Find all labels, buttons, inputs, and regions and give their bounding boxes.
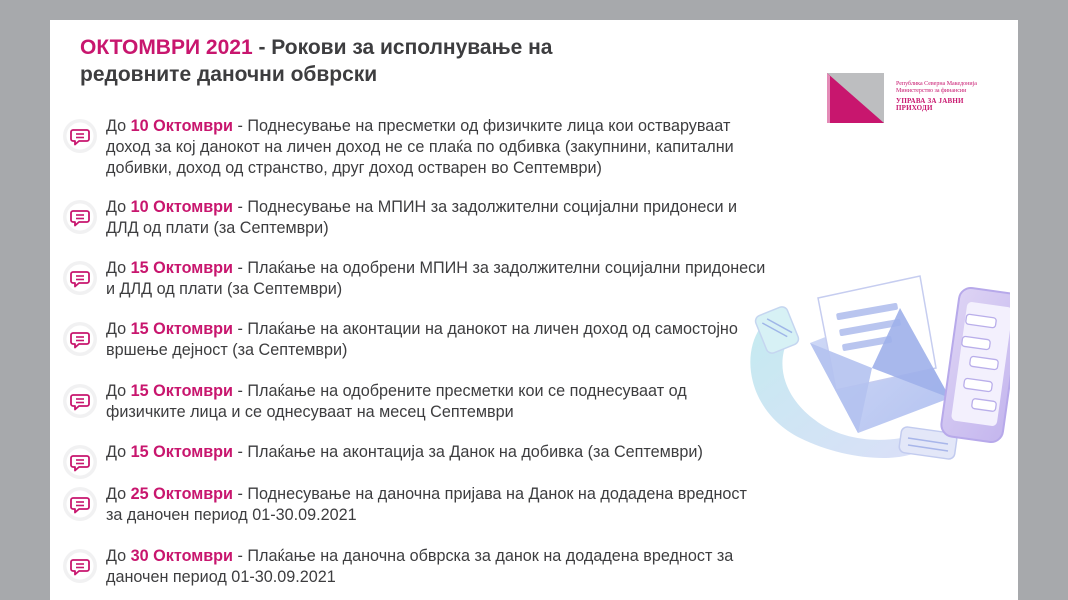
item-description: - Плаќање на даночна обврска за данок на додадена вредност за даночен период 01-30.09.2021 <box>106 547 734 586</box>
item-prefix: До <box>106 198 131 216</box>
logo-text <box>896 81 996 112</box>
logo-ministry: Министерство за финансии <box>896 88 967 94</box>
chat-bubble-icon <box>62 260 98 296</box>
item-description: - Плаќање на аконтации на данокот на личен доход од самостојно вршење дејност (за Септември) <box>106 320 738 359</box>
item-prefix: До <box>106 382 131 400</box>
item-prefix: До <box>106 259 131 277</box>
ministry-logo <box>826 72 986 126</box>
item-date: 15 Октомври <box>130 382 234 400</box>
item-description: - Плаќање на аконтација за Данок на добивка (за Септември) <box>233 443 703 461</box>
envelope-phone-smartphone-icon <box>740 248 1010 478</box>
chat-bubble-icon <box>62 444 98 480</box>
item-description: - Поднесување на пресметки од физичките лица кои остваруваат доход за кој данокот на личен доход не се плаќа по одбивка (закупнини, капитални добивки, доход од странство, друг доход остварен во Септември) <box>106 117 734 177</box>
item-date: 30 Октомври <box>130 547 234 565</box>
chat-bubble-icon <box>62 548 98 584</box>
item-description: - Поднесување на даночна пријава на Данок на додадена вредност за даночен период 01-30.09.2021 <box>106 485 747 524</box>
title-month: ОКТОМВРИ 2021 <box>80 36 253 59</box>
title-text: - Рокови за исполнување на редовните даночни обврски <box>80 36 553 86</box>
logo-country: Република Северна Македонија <box>896 81 977 87</box>
chat-bubble-icon <box>62 118 98 154</box>
envelope-phone-illustration <box>740 248 1010 478</box>
chat-bubble-icon <box>62 486 98 522</box>
document-sheet <box>50 20 1018 600</box>
item-prefix: До <box>106 547 131 565</box>
item-date: 10 Октомври <box>130 117 234 135</box>
item-description: - Плаќање на одобрени МПИН за задолжителни социјални придонеси и ДЛД од плати (за Септември) <box>106 259 766 298</box>
item-date: 10 Октомври <box>130 198 234 216</box>
item-prefix: До <box>106 485 131 503</box>
item-description: - Поднесување на МПИН за задолжителни социјални придонеси и ДЛД од плати (за Септември) <box>106 198 738 237</box>
item-date: 15 Октомври <box>130 320 234 338</box>
item-date: 25 Октомври <box>130 485 234 503</box>
logo-emblem-icon <box>826 72 886 126</box>
item-description: - Плаќање на одобрените пресметки кои се поднесуваат од физичките лица и се однесуваат на месец Септември <box>106 382 687 421</box>
item-prefix: До <box>106 320 131 338</box>
logo-org-name: УПРАВА ЗА ЈАВНИ ПРИХОДИ <box>896 97 964 112</box>
chat-bubble-icon <box>62 383 98 419</box>
page-title <box>80 34 640 88</box>
item-prefix: До <box>106 443 131 461</box>
item-date: 15 Октомври <box>130 259 234 277</box>
chat-bubble-icon <box>62 321 98 357</box>
chat-bubble-icon <box>62 199 98 235</box>
item-prefix: До <box>106 117 131 135</box>
item-date: 15 Октомври <box>130 443 234 461</box>
